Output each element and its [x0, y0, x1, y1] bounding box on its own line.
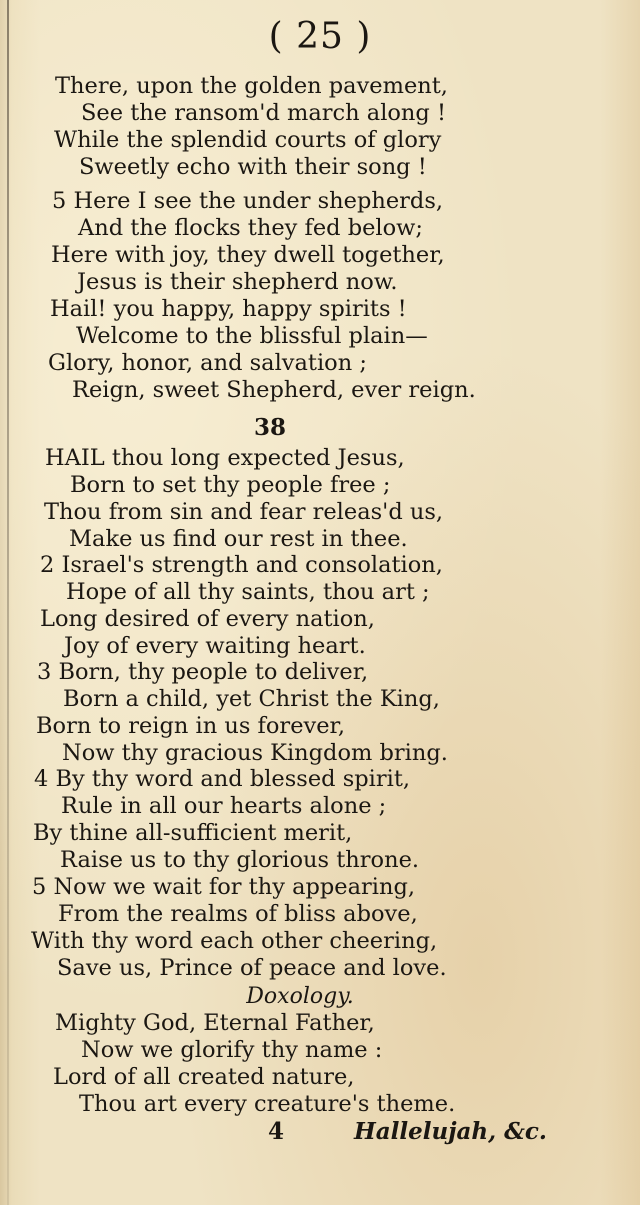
verse-line: Make us find our rest in thee. — [69, 526, 408, 552]
verse-line: 4 By thy word and blessed spirit, — [34, 766, 411, 792]
verse-line: HAIL thou long expected Jesus, — [45, 445, 405, 471]
page-number: ( 25 ) — [268, 16, 372, 57]
verse-line: Long desired of every nation, — [40, 606, 375, 632]
verse-line: Jesus is their shepherd now. — [77, 269, 398, 295]
verse-line: And the flocks they fed below; — [78, 215, 423, 241]
catchword: Hallelujah, &c. — [354, 1118, 547, 1145]
verse-line: Rule in all our hearts alone ; — [61, 793, 387, 819]
verse-line: 2 Israel's strength and consolation, — [40, 552, 443, 578]
verse-line: Raise us to thy glorious throne. — [60, 847, 420, 873]
verse-line: 5 Here I see the under shepherds, — [52, 188, 444, 214]
verse-line: 5 Now we wait for thy appearing, — [32, 874, 416, 900]
verse-line: Sweetly echo with their song ! — [79, 154, 427, 180]
verse-line: With thy word each other cheering, — [31, 928, 438, 954]
verse-line: Lord of all created nature, — [53, 1064, 355, 1090]
verse-line: 3 Born, thy people to deliver, — [37, 659, 369, 685]
verse-line: Joy of every waiting heart. — [64, 633, 366, 659]
doxology-heading: Doxology. — [246, 984, 354, 1009]
verse-line: Now we glorify thy name : — [81, 1037, 383, 1063]
verse-line: Hail! you happy, happy spirits ! — [50, 296, 407, 322]
verse-line: See the ransom'd march along ! — [81, 100, 447, 126]
verse-line: Born to reign in us forever, — [36, 713, 345, 739]
verse-line: Now thy gracious Kingdom bring. — [62, 740, 448, 766]
verse-line: Hope of all thy saints, thou art ; — [66, 579, 430, 605]
verse-line: While the splendid courts of glory — [54, 127, 442, 153]
verse-line: Reign, sweet Shepherd, ever reign. — [72, 377, 476, 403]
verse-line: There, upon the golden pavement, — [55, 73, 448, 99]
hymn-number: 38 — [253, 414, 286, 441]
page-gutter — [7, 0, 9, 1205]
verse-line: Here with joy, they dwell together, — [51, 242, 445, 268]
verse-line: Born a child, yet Christ the King, — [63, 686, 440, 712]
verse-line: From the realms of bliss above, — [58, 901, 418, 927]
verse-line: Glory, honor, and salvation ; — [48, 350, 367, 376]
signature-mark: 4 — [268, 1118, 285, 1145]
verse-line: By thine all-sufficient merit, — [33, 820, 353, 846]
verse-line: Thou art every creature's theme. — [79, 1091, 456, 1117]
verse-line: Mighty God, Eternal Father, — [55, 1010, 375, 1036]
verse-line: Welcome to the blissful plain— — [76, 323, 428, 349]
verse-line: Thou from sin and fear releas'd us, — [44, 499, 444, 525]
verse-line: Save us, Prince of peace and love. — [57, 955, 447, 981]
verse-line: Born to set thy people free ; — [70, 472, 391, 498]
